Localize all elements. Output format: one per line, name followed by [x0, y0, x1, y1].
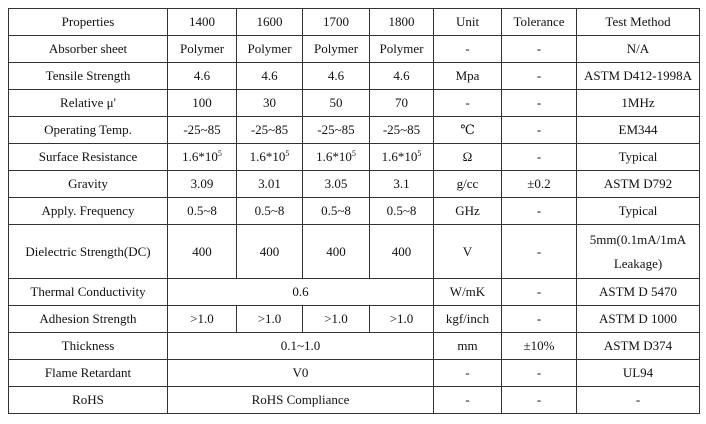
- header-grade: 1700: [303, 9, 370, 36]
- table-cell: Polymer: [303, 36, 370, 63]
- tolerance-cell: -: [502, 144, 577, 171]
- table-cell: Polymer: [370, 36, 434, 63]
- table-cell: 0.5~8: [237, 198, 303, 225]
- unit-cell: -: [434, 36, 502, 63]
- method-cell: N/A: [577, 36, 700, 63]
- table-row: [9, 171, 700, 198]
- method-line: Leakage): [613, 255, 663, 271]
- table-cell: -25~85: [303, 117, 370, 144]
- table-row: [9, 36, 700, 63]
- unit-cell: Ω: [434, 144, 502, 171]
- row-label: Gravity: [9, 171, 168, 198]
- table-cell: 0.5~8: [370, 198, 434, 225]
- table-cell: -25~85: [168, 117, 237, 144]
- unit-cell: V: [434, 225, 502, 279]
- tolerance-cell: ±0.2: [502, 171, 577, 198]
- header-unit: Unit: [434, 9, 502, 36]
- header-grade: 1800: [370, 9, 434, 36]
- table-cell: [237, 144, 303, 171]
- row-label: Adhesion Strength: [9, 306, 168, 333]
- table-cell: 3.05: [303, 171, 370, 198]
- row-label: Flame Retardant: [9, 360, 168, 387]
- table-cell: 30: [237, 90, 303, 117]
- merged-value-cell: RoHS Compliance: [168, 387, 434, 414]
- table-cell: 4.6: [237, 63, 303, 90]
- table-row: [9, 333, 700, 360]
- unit-cell: W/mK: [434, 279, 502, 306]
- method-cell: EM344: [577, 117, 700, 144]
- method-cell: -: [577, 387, 700, 414]
- table-cell: 0.5~8: [303, 198, 370, 225]
- table-cell: [370, 144, 434, 171]
- value-base: 1.6*10: [316, 149, 352, 164]
- table-row: [9, 117, 700, 144]
- row-label: RoHS: [9, 387, 168, 414]
- table-cell: Polymer: [168, 36, 237, 63]
- header-test-method: Test Method: [577, 9, 700, 36]
- table-cell: [168, 144, 237, 171]
- tolerance-cell: -: [502, 360, 577, 387]
- table-cell: 400: [370, 225, 434, 279]
- table-cell: 50: [303, 90, 370, 117]
- table-cell: 400: [303, 225, 370, 279]
- table-cell: -25~85: [237, 117, 303, 144]
- method-cell: ASTM D374: [577, 333, 700, 360]
- method-cell: ASTM D 5470: [577, 279, 700, 306]
- table-cell: 0.5~8: [168, 198, 237, 225]
- unit-cell: -: [434, 387, 502, 414]
- table-cell: 3.01: [237, 171, 303, 198]
- row-label: Thickness: [9, 333, 168, 360]
- table-row: [9, 360, 700, 387]
- table-row: [9, 279, 700, 306]
- value-base: 1.6*10: [249, 149, 286, 164]
- table-cell: >1.0: [168, 306, 237, 333]
- header-row: [9, 9, 700, 36]
- table-row: [9, 225, 700, 279]
- header-properties: Properties: [9, 9, 168, 36]
- table-cell: 3.1: [370, 171, 434, 198]
- table-cell: 400: [237, 225, 303, 279]
- header-grade: 1400: [168, 9, 237, 36]
- method-cell: Typical: [577, 144, 700, 171]
- table-cell: 100: [168, 90, 237, 117]
- row-label: Dielectric Strength(DC): [9, 225, 168, 279]
- table-cell: 4.6: [168, 63, 237, 90]
- value-exponent: 5: [217, 149, 222, 158]
- table-cell: [303, 144, 370, 171]
- table-row: [9, 144, 700, 171]
- unit-cell: kgf/inch: [434, 306, 502, 333]
- tolerance-cell: -: [502, 63, 577, 90]
- table-cell: >1.0: [237, 306, 303, 333]
- unit-cell: GHz: [434, 198, 502, 225]
- unit-cell: Mpa: [434, 63, 502, 90]
- table-cell: 4.6: [370, 63, 434, 90]
- value-base: 1.6*10: [381, 149, 418, 164]
- row-label: Apply. Frequency: [9, 198, 168, 225]
- table-row: [9, 306, 700, 333]
- table-cell: 400: [168, 225, 237, 279]
- value-exponent: 5: [417, 149, 422, 158]
- tolerance-cell: -: [502, 225, 577, 279]
- row-label: Thermal Conductivity: [9, 279, 168, 306]
- row-label: Absorber sheet: [9, 36, 168, 63]
- table-cell: 3.09: [168, 171, 237, 198]
- method-cell: ASTM D 1000: [577, 306, 700, 333]
- method-line: 5mm(0.1mA/1mA: [589, 231, 687, 247]
- unit-cell: -: [434, 360, 502, 387]
- value-base: 1.6*10: [182, 149, 218, 164]
- row-label: Operating Temp.: [9, 117, 168, 144]
- tolerance-cell: -: [502, 117, 577, 144]
- table-cell: -25~85: [370, 117, 434, 144]
- table-row: [9, 387, 700, 414]
- table-row: [9, 63, 700, 90]
- merged-value-cell: 0.6: [168, 279, 434, 306]
- table-row: [9, 198, 700, 225]
- table-row: [9, 90, 700, 117]
- row-label: Tensile Strength: [9, 63, 168, 90]
- tolerance-cell: -: [502, 36, 577, 63]
- tolerance-cell: -: [502, 306, 577, 333]
- method-cell: ASTM D412-1998A: [577, 63, 700, 90]
- tolerance-cell: -: [502, 279, 577, 306]
- merged-value-cell: V0: [168, 360, 434, 387]
- unit-cell: mm: [434, 333, 502, 360]
- unit-cell: g/cc: [434, 171, 502, 198]
- unit-cell: -: [434, 90, 502, 117]
- method-cell: [577, 225, 700, 279]
- tolerance-cell: ±10%: [502, 333, 577, 360]
- header-tolerance: Tolerance: [502, 9, 577, 36]
- value-exponent: 5: [285, 149, 290, 158]
- table-cell: 4.6: [303, 63, 370, 90]
- table-cell: Polymer: [237, 36, 303, 63]
- table-cell: >1.0: [370, 306, 434, 333]
- row-label: Relative μ': [9, 90, 168, 117]
- method-cell: UL94: [577, 360, 700, 387]
- method-cell: 1MHz: [577, 90, 700, 117]
- tolerance-cell: -: [502, 198, 577, 225]
- header-grade: 1600: [237, 9, 303, 36]
- merged-value-cell: 0.1~1.0: [168, 333, 434, 360]
- row-label: Surface Resistance: [9, 144, 168, 171]
- method-cell: Typical: [577, 198, 700, 225]
- table-cell: >1.0: [303, 306, 370, 333]
- value-exponent: 5: [351, 149, 356, 158]
- tolerance-cell: -: [502, 387, 577, 414]
- properties-table: [8, 8, 700, 414]
- table-cell: 70: [370, 90, 434, 117]
- method-cell: ASTM D792: [577, 171, 700, 198]
- unit-cell: ℃: [434, 117, 502, 144]
- tolerance-cell: -: [502, 90, 577, 117]
